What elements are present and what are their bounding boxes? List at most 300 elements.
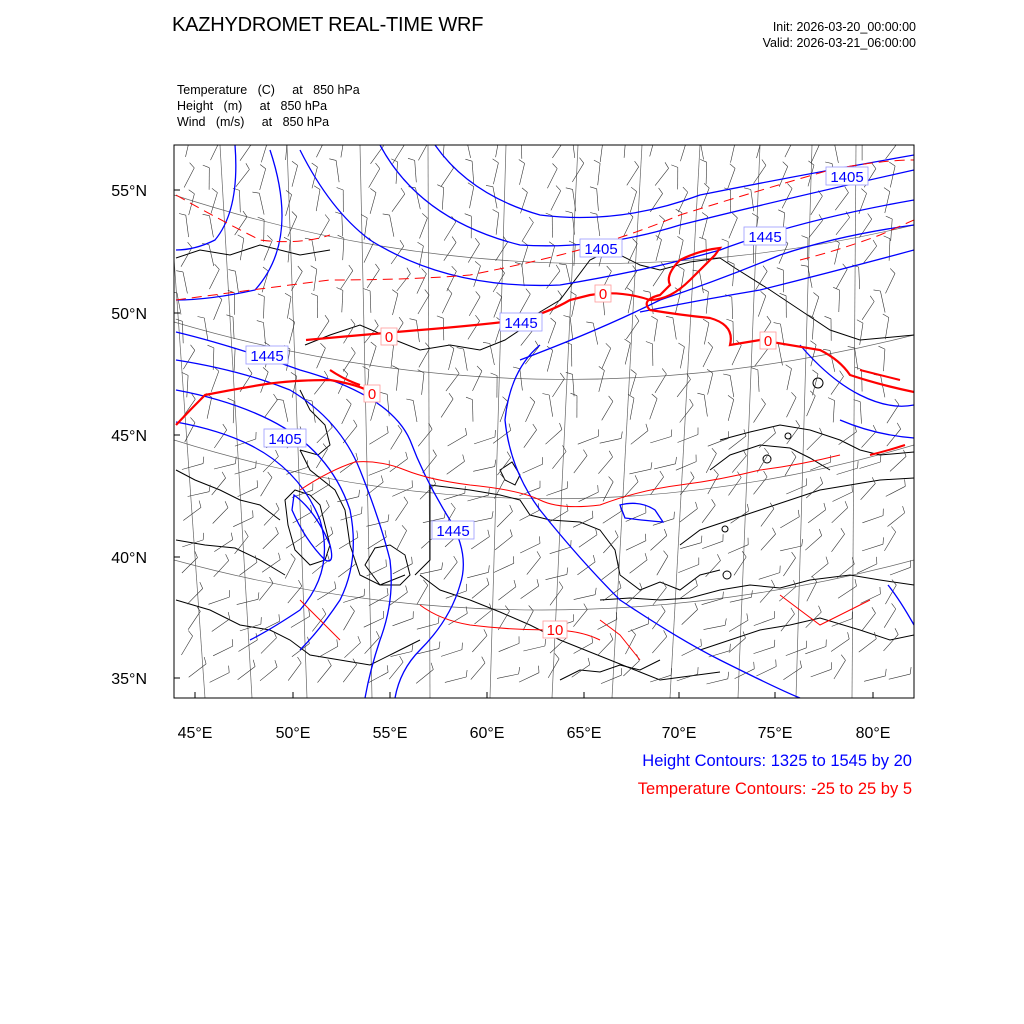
wind-barb [884,635,899,651]
wind-barb-flag [726,319,733,321]
wind-barb-flag [621,432,622,439]
wind-barb-flag [276,527,279,534]
wind-barb [654,464,675,469]
wind-barb-flag [400,656,404,662]
wind-barb [707,679,728,684]
wind-barb [523,464,543,473]
wind-barb [288,586,302,603]
wind-barb-flag [659,188,663,194]
wind-barb [391,431,403,450]
wind-barb [239,640,258,652]
wind-barb-flag [386,560,387,567]
lat-label-50: 50°N [111,306,147,323]
wind-barb [391,346,394,368]
wind-barb [342,404,352,424]
wind-barb [235,271,238,293]
wind-barb [471,663,485,680]
wind-barb-flag [707,369,713,373]
wind-barb-flag [703,319,709,323]
wind-barb [288,241,290,263]
wind-barb [522,223,533,242]
wind-barb [889,239,890,261]
wind-barb-flag [383,214,390,215]
wind-barb-flag [551,318,556,323]
wind-barb [339,538,358,549]
wind-barb [701,188,709,209]
wind-barb [444,242,456,260]
wind-barb-flag [682,136,687,140]
wind-barb-flag [660,471,664,477]
wind-barb-flag [857,320,863,323]
wind-barb [420,569,442,574]
wind-barb-flag [848,346,855,348]
wind-barb [835,243,840,265]
wind-barb [390,215,394,237]
wind-barb-flag [387,665,388,672]
wind-barb [211,371,219,392]
wind-barb-flag [455,368,459,374]
wind-barb [343,665,356,683]
wind-barb [838,586,856,598]
wind-barb [811,143,820,163]
wind-barb-flag [539,536,540,543]
wind-barb-flag [289,318,295,322]
wind-barb [188,611,200,629]
wind-barb [832,508,848,523]
wind-barb [207,397,212,419]
wind-barb-flag [537,579,539,586]
wind-barb-flag [728,672,729,679]
wind-barb-flag [279,614,280,621]
wind-barb [547,169,557,189]
wind-barb-flag [650,131,656,135]
wind-barb-flag [507,452,511,458]
wind-barb [729,218,738,238]
wind-barb [603,511,622,523]
wind-barb-flag [225,501,228,507]
wind-barb [546,574,567,579]
wind-barb [628,624,649,632]
wind-barb [264,400,277,418]
wind-barb [598,163,600,185]
wind-barb [343,353,355,371]
wind-barb-flag [370,188,376,192]
wind-barb [598,640,613,656]
wind-barb [211,140,221,160]
wind-barb [761,534,776,550]
wind-barb [780,546,802,551]
wind-barb [365,638,380,654]
wind-barb-flag [510,505,513,511]
wind-barb-flag [203,165,210,168]
wind-barb-flag [452,266,457,271]
wind-barb [212,619,230,632]
wind-barb-flag [381,392,388,394]
wind-barb-flag [761,398,765,404]
wind-barb-flag [275,660,277,667]
wind-barb-flag [298,580,301,586]
wind-barb-flag [905,479,906,486]
wind-barb-flag [810,391,815,396]
wind-barb [442,293,452,313]
wind-barb [466,136,471,158]
wind-barb [213,646,233,656]
wind-barb [832,534,845,552]
wind-barb [496,213,499,235]
wind-barb-flag [631,187,637,191]
wind-barb [366,521,388,526]
wind-barb-flag [652,394,657,399]
wind-barb-flag [200,582,203,588]
wind-barb-flag [292,161,298,165]
lon-label-65: 65°E [566,725,602,742]
wind-barb [728,545,748,554]
wind-barb [261,372,269,393]
wind-barb [708,373,713,394]
wind-barb [780,517,799,528]
wind-barb [728,168,736,189]
wind-barb-flag [351,347,355,353]
wind-barb-flag [567,568,568,575]
wind-barb-flag [412,645,413,652]
wind-barb-flag [861,189,866,194]
wind-barb [624,136,626,158]
wind-barb [234,349,235,371]
wind-barb [862,370,863,392]
wind-barb [886,486,906,496]
wind-barb-flag [819,529,821,536]
wind-barb-flag [695,603,698,610]
wind-barb-flag [559,264,566,265]
wind-barb-flag [848,632,850,639]
wind-barb [680,543,701,549]
wind-barb [261,477,272,496]
wind-barb [676,462,696,471]
wind-barb-flag [628,394,634,398]
wind-barb-flag [876,557,877,564]
wind-barb-flag [489,565,490,572]
wind-barb [418,295,429,314]
wind-barb [235,217,247,235]
wind-barb-flag [665,162,669,168]
wind-barb-flag [258,294,264,297]
wind-barb-flag [526,289,530,294]
wind-barb [809,220,823,237]
wind-barb [754,404,766,423]
wind-barb-flag [592,511,593,518]
wind-barb [317,348,326,368]
wind-barb-flag [728,395,734,399]
wind-barb [497,674,519,678]
wind-barb-flag [465,159,472,161]
wind-barb-flag [757,133,763,137]
wind-barb-flag [643,291,650,293]
wind-barb [214,464,235,469]
wind-barb [729,478,742,496]
wind-barb [259,583,273,600]
wind-barb-flag [674,512,675,519]
wind-barb [413,400,417,422]
wind-barb [291,272,302,291]
wind-barb [779,167,788,187]
wind-barb [811,563,828,577]
wind-barb-flag [631,629,636,634]
field-temperature: Temperature (C) at 850 hPa [177,83,360,97]
country-borders [176,245,914,680]
wind-barb [573,610,587,627]
wind-barb-flag [691,472,695,478]
wind-barb-flag [437,185,443,188]
wind-barb-flag [212,188,218,192]
wind-barb [759,573,780,580]
wind-barb-flag [880,455,881,462]
wind-barb [344,611,355,630]
wind-barb [786,648,807,656]
wind-barb [680,509,698,522]
wind-barb [574,244,575,266]
wind-barb-flag [890,268,895,273]
wind-barb-flag [331,527,333,534]
wind-barb-flag [400,240,404,246]
wind-barb-flag [776,660,777,667]
wind-barb-flag [381,475,383,482]
wind-barb [650,135,656,156]
wind-barb [758,370,759,392]
wind-barb-flag [463,455,465,462]
wind-barb [574,456,587,474]
wind-barb [860,323,863,345]
wind-barb-flag [607,266,612,271]
wind-barb [862,544,883,551]
wind-barb-flag [408,158,415,160]
wind-barb-flag [335,582,336,589]
height-label: 1405 [584,241,618,258]
wind-barb [263,456,278,472]
wind-barb-flag [697,393,704,395]
wind-barb [706,454,716,473]
wind-barb-flag [252,192,259,193]
wind-barb-flag [868,214,872,220]
wind-barb [204,318,208,340]
wind-barb-flag [494,132,500,136]
wind-barb-flag [599,366,605,370]
wind-barb-flag [312,163,318,167]
wind-barb-flag [321,132,326,137]
wind-barb [368,537,387,549]
wind-barb-flag [635,161,639,167]
wind-barb-flag [566,188,573,190]
wind-barb [474,437,495,444]
wind-barb-flag [852,485,853,492]
wind-barb [522,264,524,286]
wind-barb-flag [465,486,466,493]
wind-barb-flag [357,531,358,538]
wind-barb-flag [519,160,525,164]
wind-barb [260,169,266,190]
wind-barb-flag [683,187,688,192]
wind-barb-flag [203,214,210,215]
wind-barb-flag [646,424,648,431]
wind-barb-flag [823,349,830,350]
wind-barb-flag [371,342,376,346]
wind-barb [240,238,244,260]
wind-barb [212,478,226,495]
wind-barb [805,647,826,654]
wind-barb [316,138,326,158]
wind-barb-flag [792,451,796,456]
wind-barb-flag [400,139,404,145]
wind-barb [706,561,721,577]
wind-barb-flag [223,424,227,430]
wind-barb-flag [796,420,800,426]
wind-barb [859,267,860,289]
wind-barb [552,452,566,469]
wind-barb-flag [298,266,303,272]
wind-barb-flag [452,237,456,243]
wind-barb-flag [664,529,667,536]
wind-barb-flag [311,294,318,297]
wind-barb-flag [678,266,684,270]
wind-barb-flag [812,370,818,374]
wind-barb-flag [493,210,499,213]
wind-barb [602,401,613,420]
wind-barb-flag [659,215,664,220]
wind-barb-flag [730,164,735,169]
wind-barb [344,325,356,344]
wind-barb-flag [778,210,784,213]
wind-barb [473,371,482,391]
wind-barb-flag [238,235,244,239]
wind-barb-flag [404,497,408,503]
wind-barb [680,347,684,369]
wind-barb [805,536,821,551]
wind-barb-flag [593,555,595,562]
wind-barb-flag [840,371,844,377]
wind-barb-flag [595,588,596,595]
wind-barb [787,426,800,444]
wind-barb [682,610,698,625]
wind-barb [630,398,634,420]
wind-barb [184,168,194,188]
wind-barb-flag [188,242,192,247]
wind-barb [652,611,665,629]
wind-barb-flag [465,214,472,217]
wind-barb [292,165,298,186]
wind-barb-flag [841,655,845,661]
wind-barb-flag [489,488,490,495]
wind-barb-flag [314,186,320,190]
lat-label-40: 40°N [111,550,147,567]
wind-barb [755,349,768,367]
wind-barb [343,426,357,443]
wind-barb [861,484,876,500]
wind-barb-flag [466,607,467,614]
wind-barb-flag [895,399,899,405]
wind-barb [572,163,584,182]
wind-barb-flag [422,269,427,274]
wind-barb [679,213,682,235]
wind-barb-flag [646,342,653,344]
wind-barb-flag [725,618,726,625]
wind-barb-flag [191,345,195,351]
wind-barb-flag [539,666,540,673]
wind-barb-flag [873,425,876,431]
wind-barb-flag [767,316,771,322]
wind-barb [260,667,277,681]
wind-barb-flag [609,451,612,457]
wind-barb [652,637,667,654]
wind-barb [264,323,266,345]
wind-barb [318,666,332,683]
wind-barb [677,380,690,397]
wind-barb-flag [231,533,233,540]
wind-barb-flag [376,163,380,169]
wind-barb [885,192,890,213]
wind-barb [344,643,360,658]
wind-barb-flag [204,657,206,664]
wind-barb-flag [412,557,413,564]
wind-barb-flag [442,562,443,569]
wind-barb-flag [253,510,254,517]
wind-barb [264,240,272,260]
wind-barb [312,401,315,423]
wind-barb-flag [631,370,637,374]
wind-barb-flag [529,217,533,223]
wind-barb [754,477,768,494]
wind-barb-flag [791,392,796,397]
wind-barb-flag [870,296,874,302]
wind-barb-flag [773,426,775,433]
wind-barb-flag [475,238,479,244]
wind-barb-flag [402,525,407,530]
wind-barb [369,169,380,188]
wind-barb-flag [635,315,639,321]
wind-barb [391,652,412,657]
wind-barb-flag [761,291,766,296]
wind-barb-flag [700,159,707,162]
wind-barb [729,638,746,652]
wind-barb-flag [892,603,896,609]
wind-barb [673,318,676,340]
wind-barb [599,371,605,392]
wind-barb [418,141,429,160]
wind-barb-flag [387,426,388,433]
wind-barb-flag [439,642,440,649]
wind-barb [317,427,333,443]
wind-barb [655,168,669,185]
wind-barb-flag [488,530,490,537]
wind-barb-flag [696,579,698,586]
wind-barb-flag [661,606,665,612]
wind-barb-flag [744,188,751,190]
wind-barb [467,572,488,578]
wind-barb [754,647,775,654]
wind-barb [651,477,664,495]
wind-barb-flag [791,608,795,614]
wind-barb [186,215,189,237]
wind-barb [210,216,214,238]
wind-barb [547,350,552,371]
wind-barb [523,611,533,631]
wind-barb [520,369,523,391]
wind-barb [393,294,398,315]
plot-frame [174,145,914,698]
wind-barb-flag [800,661,802,668]
lon-label-80: 80°E [855,725,891,742]
wind-barb-flag [666,316,673,318]
wind-barb [369,595,388,606]
wind-barb [527,557,541,574]
